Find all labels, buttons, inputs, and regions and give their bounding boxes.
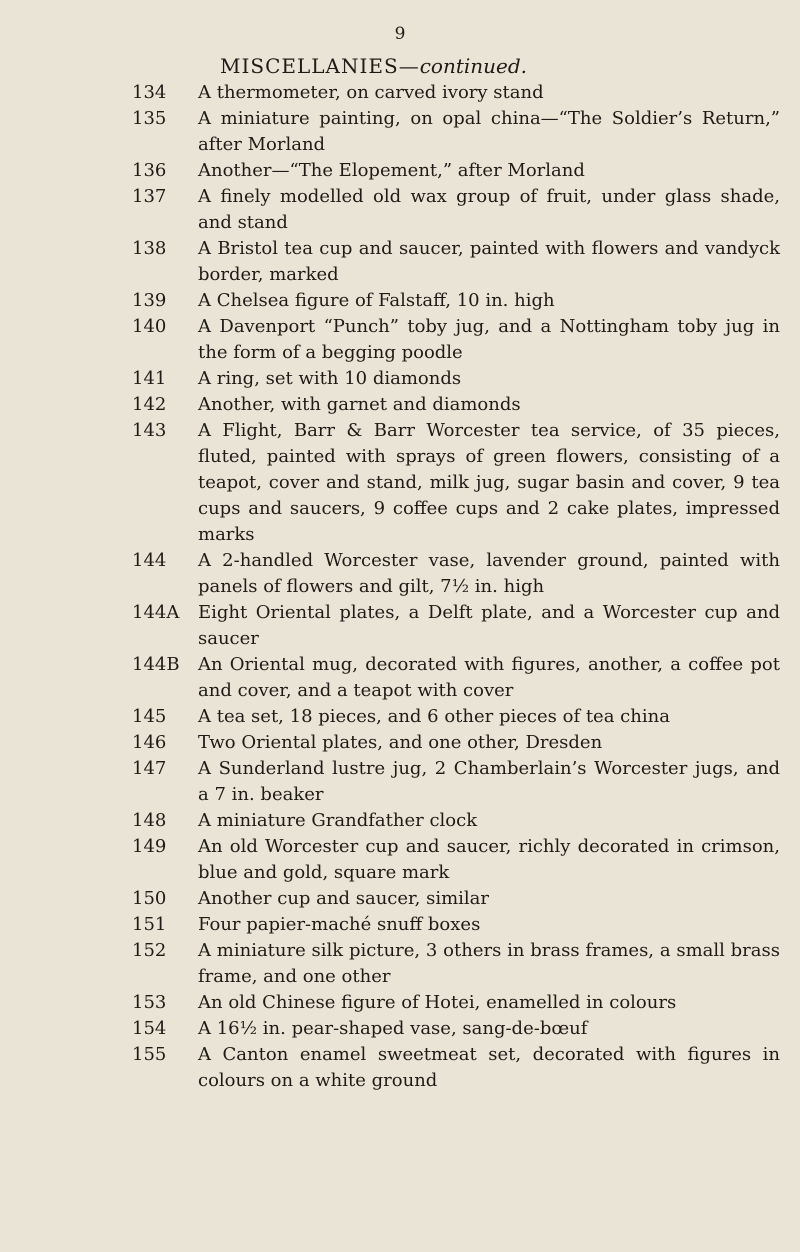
section-continued: continued. <box>419 54 528 78</box>
lot-description: A tea set, 18 pieces, and 6 other pieces of tea china <box>198 706 670 727</box>
lot-entry <box>0 366 800 392</box>
lot-entry <box>0 288 800 314</box>
lot-entry <box>0 392 800 418</box>
lot-number: 148 <box>132 810 167 831</box>
lot-number: 140 <box>132 316 167 337</box>
lot-entry <box>0 704 800 730</box>
lot-description: A miniature Grandfather clock <box>198 810 478 831</box>
lot-number: 144A <box>132 602 180 623</box>
lot-number: 137 <box>132 186 167 207</box>
lot-entry <box>0 886 800 912</box>
lot-number: 134 <box>132 82 167 103</box>
lot-description: A Canton enamel sweetmeat set, decorated with figures in colours on a white ground <box>198 1044 780 1091</box>
lot-description: An old Worcester cup and saucer, richly decorated in crimson, blue and gold, square mark <box>198 836 780 883</box>
lot-entry <box>0 158 800 184</box>
lot-entry <box>0 600 800 652</box>
lot-description: A miniature silk picture, 3 others in brass frames, a small brass frame, and one other <box>198 940 780 987</box>
lot-number: 150 <box>132 888 167 909</box>
lot-entry <box>0 730 800 756</box>
lot-description: Two Oriental plates, and one other, Dresden <box>198 732 603 753</box>
lot-description: A 16½ in. pear-shaped vase, sang-de-bœuf <box>198 1018 588 1039</box>
lot-entry <box>0 990 800 1016</box>
lot-entry <box>0 548 800 600</box>
lot-number: 149 <box>132 836 167 857</box>
lot-entry <box>0 756 800 808</box>
lot-entry <box>0 938 800 990</box>
lot-description: A ring, set with 10 diamonds <box>198 368 462 389</box>
lot-number: 147 <box>132 758 167 779</box>
lot-description: A finely modelled old wax group of fruit, under glass shade, and stand <box>198 186 780 233</box>
lot-entry <box>0 418 800 548</box>
lot-number: 144B <box>132 654 180 675</box>
lot-number: 152 <box>132 940 167 961</box>
lot-description: An Oriental mug, decorated with figures, another, a coffee pot and cover, and a teapot with cover <box>198 654 780 701</box>
page-number: 9 <box>394 24 406 44</box>
lot-entry <box>0 1016 800 1042</box>
lot-entry <box>0 80 800 106</box>
lot-number: 139 <box>132 290 167 311</box>
lot-description: A 2-handled Worcester vase, lavender ground, painted with panels of flowers and gilt, 7½ in. high <box>198 550 780 597</box>
lot-number: 151 <box>132 914 167 935</box>
lot-entry <box>0 106 800 158</box>
lot-description: An old Chinese figure of Hotei, enamelled in colours <box>198 992 677 1013</box>
lot-description: Another, with garnet and diamonds <box>198 394 521 415</box>
lot-entry <box>0 834 800 886</box>
lot-entry <box>0 314 800 366</box>
lot-description: A Bristol tea cup and saucer, painted with flowers and vandyck border, marked <box>198 238 780 285</box>
lot-number: 144 <box>132 550 167 571</box>
lot-number: 142 <box>132 394 167 415</box>
lot-number: 136 <box>132 160 167 181</box>
lot-entry <box>0 652 800 704</box>
lot-description: A Flight, Barr & Barr Worcester tea service, of 35 pieces, fluted, painted with sprays of green flowers, consisting of a teapot, cover and stand, milk jug, sugar basin and cover, 9 tea cups and saucers, 9 coffee cups and 2 cake plates, impressed marks <box>198 420 780 545</box>
lot-description: Another—“The Elopement,” after Morland <box>198 160 585 181</box>
lot-list <box>0 80 800 1094</box>
lot-entry <box>0 184 800 236</box>
lot-description: A Sunderland lustre jug, 2 Chamberlain’s Worcester jugs, and a 7 in. beaker <box>198 758 780 805</box>
lot-number: 145 <box>132 706 167 727</box>
section-title: MISCELLANIES— <box>220 54 420 78</box>
lot-entry <box>0 1042 800 1094</box>
lot-number: 155 <box>132 1044 167 1065</box>
lot-number: 153 <box>132 992 167 1013</box>
lot-number: 141 <box>132 368 167 389</box>
lot-description: A Davenport “Punch” toby jug, and a Nottingham toby jug in the form of a begging poodle <box>198 316 780 363</box>
lot-entry <box>0 236 800 288</box>
lot-description: A miniature painting, on opal china—“The Soldier’s Return,” after Morland <box>198 108 780 155</box>
lot-description: A thermometer, on carved ivory stand <box>198 82 544 103</box>
section-heading <box>220 54 527 78</box>
lot-description: Another cup and saucer, similar <box>198 888 489 909</box>
lot-description: Four papier-maché snuff boxes <box>198 914 481 935</box>
lot-number: 138 <box>132 238 167 259</box>
lot-number: 135 <box>132 108 167 129</box>
lot-number: 146 <box>132 732 167 753</box>
lot-description: Eight Oriental plates, a Delft plate, and a Worcester cup and saucer <box>198 602 780 649</box>
lot-number: 154 <box>132 1018 167 1039</box>
lot-entry <box>0 912 800 938</box>
lot-description: A Chelsea figure of Falstaff, 10 in. high <box>198 290 555 311</box>
lot-entry <box>0 808 800 834</box>
lot-number: 143 <box>132 420 167 441</box>
